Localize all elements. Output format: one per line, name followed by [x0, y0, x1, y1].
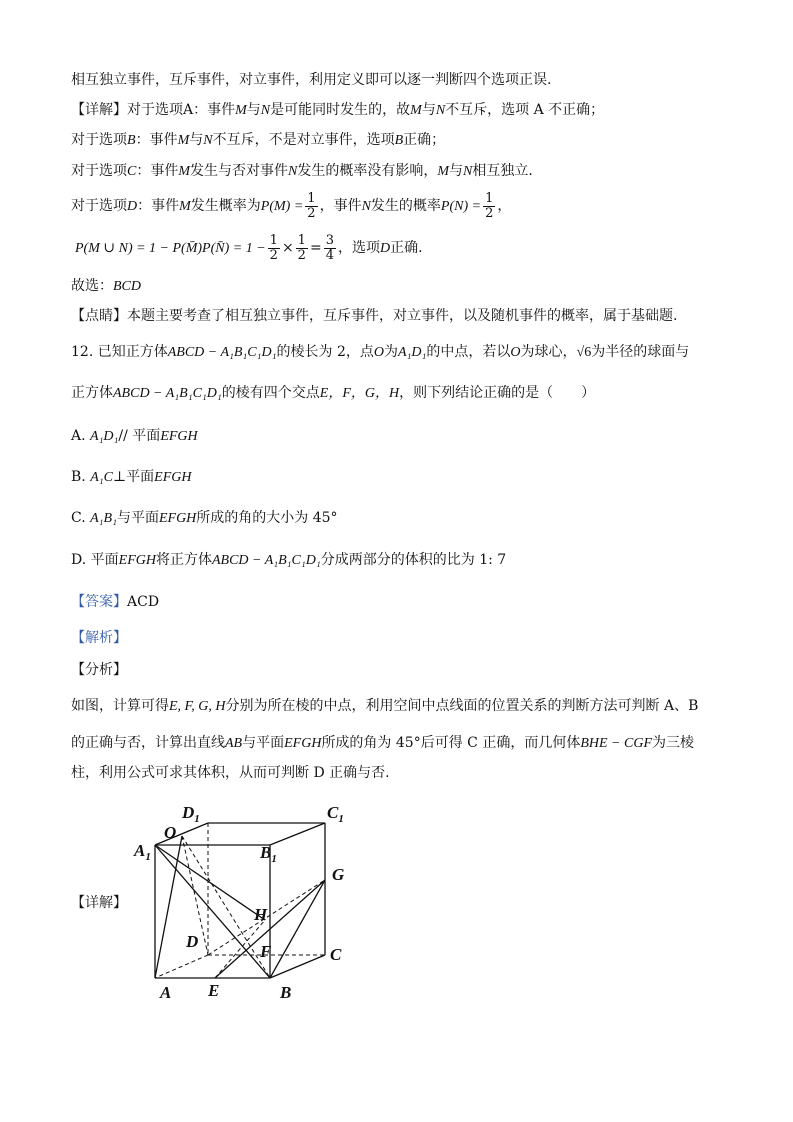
label-B: B: [280, 983, 292, 1002]
fraction-one-half: $\frac{1}{2}$: [269, 232, 278, 263]
text-line-8: 【点睛】本题主要考查了相互独立事件，互斥事件，对立事件，以及随机事件的概率，属于基础题.: [71, 308, 678, 324]
analysis-line-2: 的正确与否，计算出直线AB与平面EFGH所成的角为 45°后可得 C 正确，而几何体BHE − CGF为三棱: [71, 735, 694, 751]
text-line-7: 故选：BCD: [71, 278, 141, 294]
text-line-4: 对于选项C：事件M发生与否对事件N发生的概率没有影响，M与N相互独立.: [71, 163, 533, 179]
label-B1: $B_1$: [260, 843, 277, 865]
answer-line: [71, 592, 159, 612]
analysis-tag: 【解析】: [71, 630, 127, 646]
cube-figure: [120, 800, 370, 1010]
question-12-line-2: 正方体ABCD − A₁B₁C₁D₁的棱有四个交点E，F，G，H，则下列结论正确的是（ ）: [71, 385, 596, 401]
label-C1: $C_1$: [327, 803, 344, 825]
text-line-2: 【详解】对于选项A：事件M与N是可能同时发生的，故M与N不互斥，选项 A 不正确；: [71, 102, 605, 118]
fraction-one-half: $\frac{1}{2}$: [307, 190, 316, 221]
text-line-1: 相互独立事件，互斥事件，对立事件，利用定义即可以逐一判断四个选项正误.: [71, 72, 552, 88]
label-E: E: [208, 981, 220, 1000]
label-O: O: [164, 823, 177, 842]
text-line-3: 对于选项B：事件M与N不互斥，不是对立事件，选项B正确；: [71, 132, 446, 148]
fraction-one-half: $\frac{1}{2}$: [297, 232, 306, 263]
analysis-line-3: 柱，利用公式可求其体积，从而可判断 D 正确与否.: [71, 765, 390, 781]
fraction-one-half: $\frac{1}{2}$: [485, 190, 494, 221]
detail-tag: 【详解】: [71, 102, 127, 118]
comment-tag: 【点睛】: [71, 308, 127, 324]
option-c: C. A₁B₁与平面EFGH所成的角的大小为 45°: [71, 510, 338, 526]
label-A: A: [160, 983, 172, 1002]
question-12-line-1: 12. 已知正方体ABCD − A₁B₁C₁D₁的棱长为 2，点O为A₁D₁的中点，若以O为球心，√6为半径的球面与: [71, 344, 690, 360]
label-H: H: [254, 905, 268, 924]
answer-value: ACD: [127, 594, 160, 610]
label-A1: $A_1$: [134, 841, 151, 863]
option-b: B. A₁C⊥平面EFGH: [71, 469, 192, 485]
label-G: G: [332, 865, 345, 884]
answer-tag: 【答案】: [71, 594, 127, 610]
label-D1: $D_1$: [182, 803, 200, 825]
label-F: F: [260, 942, 272, 961]
text-line-5: 对于选项D：事件M发生概率为P(M) = $\frac{1}{2}$ ，事件N发生的概率P(N) = $\frac{1}{2}$ ，: [71, 190, 512, 221]
fenxi-tag: 【分析】: [71, 662, 127, 678]
option-a: A. A₁D₁// 平面EFGH: [71, 428, 198, 444]
option-d: D. 平面EFGH将正方体ABCD − A₁B₁C₁D₁分成两部分的体积的比为 1: 7: [71, 552, 507, 568]
label-D: D: [186, 932, 199, 951]
detail-tag-2: 【详解】: [71, 895, 127, 911]
label-C: C: [330, 945, 342, 964]
analysis-line-1: 如图，计算可得E, F, G, H分别为所在棱的中点，利用空间中点线面的位置关系的判断方法可判断 A、B: [71, 698, 699, 714]
fraction-three-quarters: $\frac{3}{4}$: [325, 232, 334, 263]
text-line-6: P(M ∪ N) = 1 − P(M̄)P(N̄) = 1 − $\frac{1}{2}$ × $\frac{1}{2}$ = $\frac{3}{4}$ ，选项D正确.: [75, 232, 423, 263]
